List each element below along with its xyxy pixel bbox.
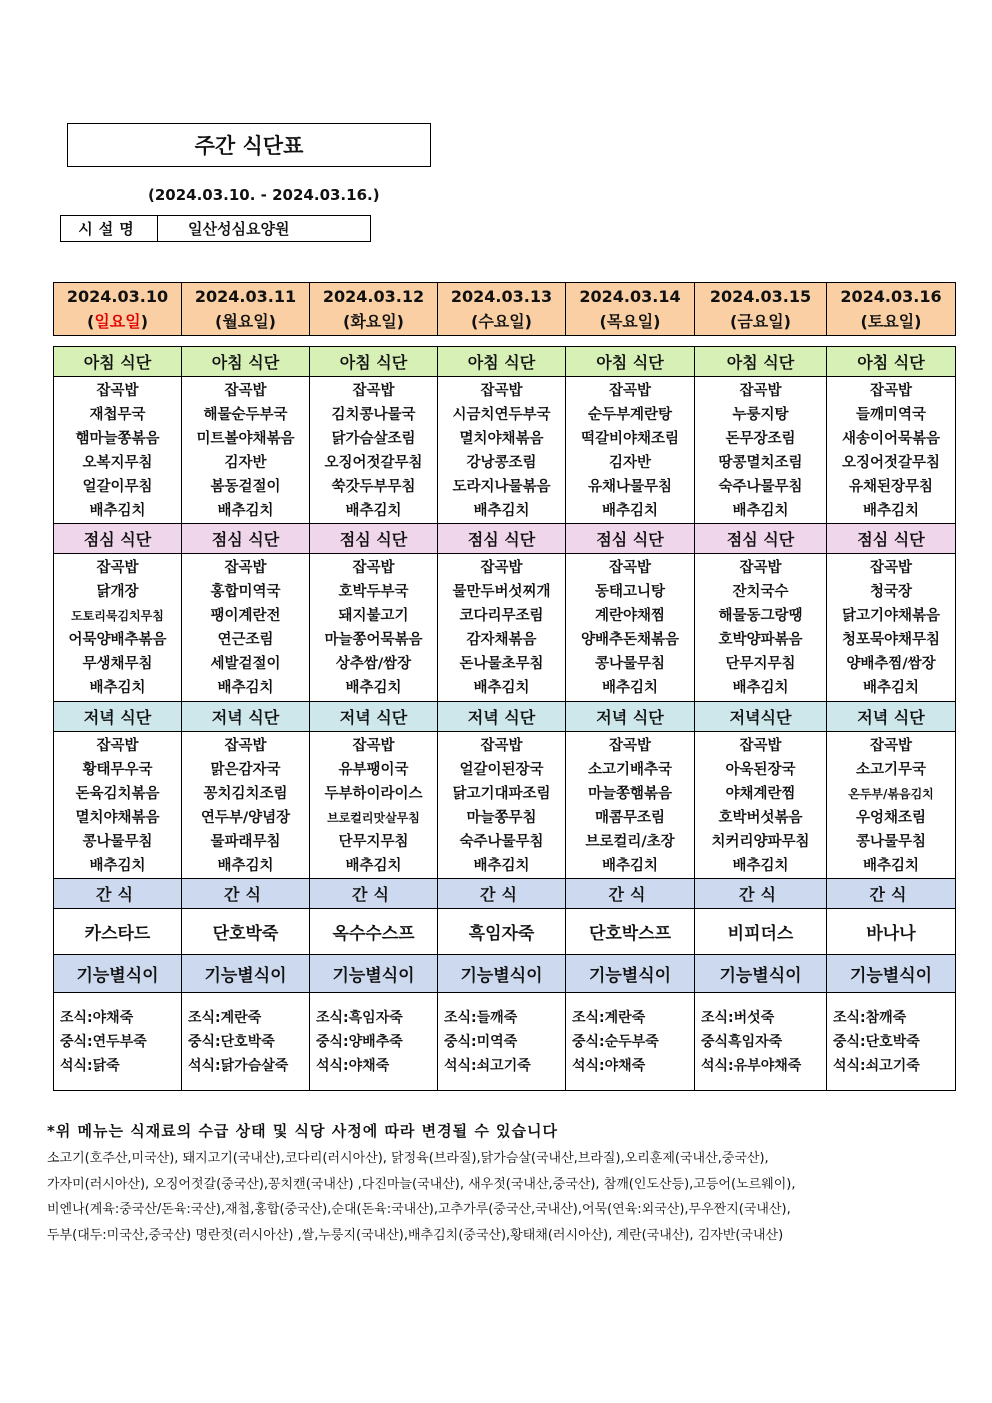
snack-header: 간식 xyxy=(827,879,956,909)
texture-diet-item: 조식:계란죽 xyxy=(188,1009,262,1026)
texture-diet-header: 기능별식이 xyxy=(310,955,438,993)
origin-line: 소고기(호주산,미국산), 돼지고기(국내산),코다리(러시아산), 닭정육(브라질),닭가슴살(국내산,브라질),오리훈제(국내산,중국산), xyxy=(47,1151,769,1166)
texture-diet-item: 석식:야채죽 xyxy=(572,1057,646,1074)
texture-diet-item: 조식:들깨죽 xyxy=(444,1009,518,1026)
day-weekday: (월요일) xyxy=(215,312,276,331)
texture-diet-cell xyxy=(182,993,310,1091)
lunch-menu-cell xyxy=(438,554,566,702)
menu-item: 오징어젓갈무침 xyxy=(324,455,423,471)
menu-item: 잡곡밥 xyxy=(96,560,139,576)
texture-diet-item: 조식:버섯죽 xyxy=(701,1009,775,1026)
menu-item: 온두부/볶음김치 xyxy=(848,787,934,801)
texture-diet-cell xyxy=(827,993,956,1091)
snack-item: 단호박스프 xyxy=(566,909,695,955)
weekly-menu-table xyxy=(53,346,956,1091)
dinner-header: 저녁 식단 xyxy=(54,702,182,732)
texture-diet-item: 중식:순두부죽 xyxy=(572,1033,659,1050)
menu-item: 청국장 xyxy=(869,584,913,600)
menu-item: 브로컬리/초장 xyxy=(585,834,675,850)
menu-period: (2024.03.10. - 2024.03.16.) xyxy=(148,186,380,204)
menu-item: 상추쌈/쌈장 xyxy=(335,656,412,672)
menu-item: 잡곡밥 xyxy=(608,738,652,754)
texture-diet-header-row xyxy=(54,955,956,993)
day-cell xyxy=(827,283,956,336)
menu-item: 잡곡밥 xyxy=(352,383,395,399)
menu-item: 단무지무침 xyxy=(725,656,796,672)
snack-items-row xyxy=(54,909,956,955)
day-date: 2024.03.10 xyxy=(66,287,169,306)
texture-diet-header: 기능별식이 xyxy=(54,955,182,993)
menu-item: 어묵양배추볶음 xyxy=(68,632,167,648)
weekday-paren-open: ( xyxy=(87,312,95,331)
origin-line: 두부(대두:미국산,중국산) 명란젓(러시아산) ,쌀,누룽지(국내산),배추김치(중국산),황태채(러시아산), 계란(국내산), 김자반(국내산) xyxy=(47,1227,784,1243)
menu-item: 배추김치 xyxy=(473,503,530,519)
menu-item: 재첩무국 xyxy=(89,407,146,423)
menu-item: 야채계란찜 xyxy=(725,786,796,802)
snack-item: 흑임자죽 xyxy=(438,909,566,955)
texture-diet-cell xyxy=(695,993,827,1091)
menu-item: 잡곡밥 xyxy=(352,738,395,754)
menu-item: 도라지나물볶음 xyxy=(452,479,551,495)
weekday-paren-close: ) xyxy=(140,312,148,331)
texture-diet-item: 중식흑임자죽 xyxy=(701,1033,783,1050)
day-date: 2024.03.13 xyxy=(450,287,553,306)
menu-item: 닭개장 xyxy=(96,584,139,600)
snack-header: 간식 xyxy=(566,879,695,909)
breakfast-header: 아침 식단 xyxy=(566,347,695,377)
menu-item: 배추김치 xyxy=(732,680,789,696)
day-weekday: (목요일) xyxy=(599,312,661,331)
menu-item: 배추김치 xyxy=(89,503,146,519)
dinner-menu-cell xyxy=(695,732,827,879)
weekday-sunday: 일요일 xyxy=(94,312,141,331)
dinner-menu-cell xyxy=(182,732,310,879)
lunch-menu-cell xyxy=(566,554,695,702)
menu-item: 닭고기야채볶음 xyxy=(841,608,941,624)
menu-item: 숙주나물무침 xyxy=(459,834,544,850)
menu-item: 잡곡밥 xyxy=(480,738,523,754)
texture-diet-header: 기능별식이 xyxy=(438,955,566,993)
breakfast-header: 아침 식단 xyxy=(54,347,182,377)
menu-item: 멸치야채볶음 xyxy=(459,431,544,447)
day-date: 2024.03.11 xyxy=(194,287,297,306)
menu-item: 물만두버섯찌개 xyxy=(452,584,551,600)
menu-item: 우엉채조림 xyxy=(855,810,927,826)
texture-diet-item: 석식:쇠고기죽 xyxy=(444,1057,531,1074)
breakfast-menu-cell xyxy=(827,377,956,524)
snack-header-row xyxy=(54,879,956,909)
texture-diet-item: 조식:참깨죽 xyxy=(833,1009,907,1026)
texture-diet-item: 석식:쇠고기죽 xyxy=(833,1057,920,1074)
day-weekday: (수요일) xyxy=(471,312,532,331)
lunch-items-row xyxy=(54,554,956,702)
day-weekday: (금요일) xyxy=(730,312,791,331)
menu-item: 숙주나물무침 xyxy=(718,479,803,495)
menu-item: 코다리무조림 xyxy=(459,608,544,624)
menu-item: 콩나물무침 xyxy=(82,834,153,850)
menu-item: 배추김치 xyxy=(862,503,920,519)
menu-item: 세발겉절이 xyxy=(210,656,281,672)
breakfast-menu-cell xyxy=(182,377,310,524)
breakfast-menu-cell xyxy=(54,377,182,524)
lunch-menu-cell xyxy=(54,554,182,702)
date-header-table xyxy=(53,282,956,336)
lunch-menu-cell xyxy=(827,554,956,702)
menu-item: 두부하이라이스 xyxy=(324,786,423,802)
menu-item: 잔치국수 xyxy=(732,584,789,600)
origin-info xyxy=(47,1146,967,1248)
menu-item: 잡곡밥 xyxy=(608,383,652,399)
snack-header: 간식 xyxy=(438,879,566,909)
texture-diet-item: 중식:연두부죽 xyxy=(60,1033,147,1050)
breakfast-items-row xyxy=(54,377,956,524)
date-row xyxy=(54,283,956,336)
menu-item: 김자반 xyxy=(224,455,267,471)
day-cell xyxy=(566,283,695,336)
menu-item: 돈나물초무침 xyxy=(459,656,544,672)
menu-item: 호박두부국 xyxy=(338,584,409,600)
snack-header: 간식 xyxy=(310,879,438,909)
snack-header: 간식 xyxy=(695,879,827,909)
menu-item: 감자채볶음 xyxy=(466,632,537,648)
menu-item: 호박버섯볶음 xyxy=(718,810,803,826)
origin-line: 비엔나(계육:중국산/돈육:국산),재첩,홍합(중국산),순대(돈육:국내산),고추가루(중국산,국내산),어묵(연육:외국산),무우짠지(국내산), xyxy=(47,1202,791,1217)
day-date: 2024.03.15 xyxy=(709,287,812,306)
menu-item: 배추김치 xyxy=(732,503,789,519)
page-title: 주간 식단표 xyxy=(67,123,431,167)
day-cell xyxy=(695,283,827,336)
menu-item: 배추김치 xyxy=(732,858,789,874)
menu-item: 치커리양파무침 xyxy=(711,834,810,850)
snack-header: 간식 xyxy=(54,879,182,909)
dinner-header: 저녁 식단 xyxy=(827,702,956,732)
menu-item: 유채나물무침 xyxy=(587,479,673,495)
menu-item: 김치콩나물국 xyxy=(331,407,416,423)
menu-item: 소고기배추국 xyxy=(587,762,673,778)
menu-item: 떡갈비야채조림 xyxy=(580,431,680,447)
menu-item: 배추김치 xyxy=(601,680,659,696)
lunch-header: 점심 식단 xyxy=(182,524,310,554)
menu-item: 순두부계란탕 xyxy=(587,407,673,423)
menu-item: 잡곡밥 xyxy=(96,738,139,754)
menu-item: 새송이어묵볶음 xyxy=(841,431,941,447)
menu-item: 강낭콩조림 xyxy=(466,455,537,471)
menu-item: 아욱된장국 xyxy=(725,762,796,778)
menu-item: 김자반 xyxy=(608,455,652,471)
dinner-menu-cell xyxy=(310,732,438,879)
texture-diet-item: 조식:흑임자죽 xyxy=(316,1009,403,1026)
texture-diet-item: 중식:단호박죽 xyxy=(188,1033,275,1050)
texture-diet-cell xyxy=(310,993,438,1091)
menu-item: 돈무장조림 xyxy=(725,431,796,447)
menu-item: 꽁치김치조림 xyxy=(203,786,288,802)
menu-item: 배추김치 xyxy=(345,858,402,874)
menu-item: 계란야채찜 xyxy=(594,608,666,624)
menu-item: 배추김치 xyxy=(345,503,402,519)
snack-item: 바나나 xyxy=(827,909,956,955)
menu-item: 땅콩멸치조림 xyxy=(718,455,803,471)
menu-item: 유채된장무침 xyxy=(848,479,934,495)
texture-diet-item: 석식:유부야채죽 xyxy=(701,1057,802,1074)
breakfast-header: 아침 식단 xyxy=(827,347,956,377)
menu-item: 잡곡밥 xyxy=(739,383,782,399)
texture-diet-item: 석식:닭가슴살죽 xyxy=(188,1057,289,1074)
day-weekday: (토요일) xyxy=(860,312,922,331)
breakfast-header: 아침 식단 xyxy=(695,347,827,377)
menu-item: 해물순두부국 xyxy=(203,407,288,423)
breakfast-header: 아침 식단 xyxy=(438,347,566,377)
menu-item: 얼갈이된장국 xyxy=(459,762,544,778)
day-cell xyxy=(182,283,310,336)
menu-item: 배추김치 xyxy=(601,858,659,874)
day-cell xyxy=(54,283,182,336)
origin-line: 가자미(러시아산), 오징어젓갈(중국산),꽁치캔(국내산) ,다진마늘(국내산), 새우젓(국내산,중국산), 참깨(인도산등),고등어(노르웨이), xyxy=(47,1176,796,1192)
menu-item: 맑은감자국 xyxy=(210,762,281,778)
day-cell xyxy=(310,283,438,336)
texture-diet-cell xyxy=(566,993,695,1091)
menu-change-note: *위 메뉴는 식재료의 수급 상태 및 식당 사정에 따라 변경될 수 있습니다 xyxy=(47,1122,559,1140)
menu-item: 시금치연두부국 xyxy=(452,407,551,423)
breakfast-header-row xyxy=(54,347,956,377)
menu-item: 브로컬리맛살무침 xyxy=(327,811,420,825)
menu-item: 닭고기대파조림 xyxy=(452,786,551,802)
lunch-menu-cell xyxy=(182,554,310,702)
breakfast-menu-cell xyxy=(438,377,566,524)
lunch-header: 점심 식단 xyxy=(438,524,566,554)
day-weekday: (화요일) xyxy=(343,312,404,331)
menu-item: 양배추돈채볶음 xyxy=(580,632,680,648)
dinner-header-row xyxy=(54,702,956,732)
menu-item: 콩나물무침 xyxy=(594,656,666,672)
breakfast-menu-cell xyxy=(310,377,438,524)
texture-diet-header: 기능별식이 xyxy=(695,955,827,993)
dinner-menu-cell xyxy=(438,732,566,879)
menu-item: 황태무우국 xyxy=(82,762,153,778)
texture-diet-items-row xyxy=(54,993,956,1091)
day-date: 2024.03.16 xyxy=(840,287,942,306)
menu-item: 단무지무침 xyxy=(338,834,409,850)
menu-item: 잡곡밥 xyxy=(608,560,652,576)
day-weekday xyxy=(54,309,181,334)
menu-item: 청포묵야채무침 xyxy=(841,632,941,648)
texture-diet-header: 기능별식이 xyxy=(827,955,956,993)
snack-item: 단호박죽 xyxy=(182,909,310,955)
day-cell xyxy=(438,283,566,336)
menu-item: 도토리묵김치무침 xyxy=(71,609,164,623)
menu-item: 잡곡밥 xyxy=(869,560,913,576)
dinner-header: 저녁식단 xyxy=(695,702,827,732)
menu-item: 잡곡밥 xyxy=(869,738,913,754)
breakfast-menu-cell xyxy=(695,377,827,524)
menu-item: 잡곡밥 xyxy=(739,560,782,576)
menu-item: 잡곡밥 xyxy=(480,383,523,399)
menu-item: 배추김치 xyxy=(601,503,659,519)
breakfast-header: 아침 식단 xyxy=(310,347,438,377)
dinner-header: 저녁 식단 xyxy=(438,702,566,732)
menu-item: 돈육김치볶음 xyxy=(75,786,160,802)
dinner-menu-cell xyxy=(827,732,956,879)
texture-diet-header: 기능별식이 xyxy=(566,955,695,993)
snack-item: 카스타드 xyxy=(54,909,182,955)
dinner-menu-cell xyxy=(566,732,695,879)
menu-item: 누룽지탕 xyxy=(732,407,789,423)
menu-item: 소고기무국 xyxy=(855,762,927,778)
texture-diet-item: 석식:야채죽 xyxy=(316,1057,390,1074)
menu-item: 마늘쫑햄볶음 xyxy=(587,786,673,802)
menu-item: 햄마늘쫑볶음 xyxy=(75,431,160,447)
menu-item: 잡곡밥 xyxy=(480,560,523,576)
menu-item: 배추김치 xyxy=(89,680,146,696)
day-date: 2024.03.14 xyxy=(579,287,681,306)
menu-item: 호박양파볶음 xyxy=(718,632,803,648)
menu-item: 잡곡밥 xyxy=(96,383,139,399)
menu-item: 무생채무침 xyxy=(82,656,153,672)
menu-item: 매콤무조림 xyxy=(594,810,666,826)
lunch-header: 점심 식단 xyxy=(827,524,956,554)
dinner-header: 저녁 식단 xyxy=(310,702,438,732)
menu-item: 해물동그랑땡 xyxy=(718,608,803,624)
menu-item: 배추김치 xyxy=(217,503,274,519)
facility-label: 시설명 xyxy=(61,216,158,241)
snack-item: 옥수수스프 xyxy=(310,909,438,955)
texture-diet-item: 중식:양배추죽 xyxy=(316,1033,403,1050)
menu-item: 콩나물무침 xyxy=(855,834,927,850)
menu-item: 마늘쫑무침 xyxy=(466,810,537,826)
dinner-header: 저녁 식단 xyxy=(566,702,695,732)
dinner-header: 저녁 식단 xyxy=(182,702,310,732)
menu-item: 홍합미역국 xyxy=(210,584,281,600)
dinner-items-row xyxy=(54,732,956,879)
lunch-header-row xyxy=(54,524,956,554)
snack-item: 비피더스 xyxy=(695,909,827,955)
snack-header: 간식 xyxy=(182,879,310,909)
menu-item: 닭가슴살조림 xyxy=(331,431,416,447)
breakfast-menu-cell xyxy=(566,377,695,524)
menu-item: 배추김치 xyxy=(473,858,530,874)
texture-diet-header: 기능별식이 xyxy=(182,955,310,993)
texture-diet-item: 조식:계란죽 xyxy=(572,1009,646,1026)
menu-item: 배추김치 xyxy=(217,680,274,696)
menu-item: 배추김치 xyxy=(89,858,146,874)
texture-diet-cell xyxy=(438,993,566,1091)
menu-item: 배추김치 xyxy=(862,858,920,874)
menu-item: 팽이계란전 xyxy=(210,608,281,624)
menu-item: 잡곡밥 xyxy=(352,560,395,576)
lunch-menu-cell xyxy=(695,554,827,702)
menu-item: 쑥갓두부무침 xyxy=(331,479,416,495)
menu-item: 잡곡밥 xyxy=(224,560,267,576)
texture-diet-item: 중식:미역죽 xyxy=(444,1033,518,1050)
texture-diet-item: 중식:단호박죽 xyxy=(833,1033,920,1050)
menu-item: 연두부/양념장 xyxy=(200,810,291,826)
menu-item: 얼갈이무침 xyxy=(82,479,153,495)
menu-item: 연근조림 xyxy=(217,632,274,648)
day-date: 2024.03.12 xyxy=(322,287,425,306)
dinner-menu-cell xyxy=(54,732,182,879)
menu-item: 유부팽이국 xyxy=(338,762,409,778)
lunch-header: 점심 식단 xyxy=(695,524,827,554)
menu-item: 잡곡밥 xyxy=(739,738,782,754)
menu-item: 잡곡밥 xyxy=(224,738,267,754)
menu-item: 들깨미역국 xyxy=(855,407,927,423)
menu-item: 배추김치 xyxy=(862,680,920,696)
menu-item: 잡곡밥 xyxy=(224,383,267,399)
menu-item: 물파래무침 xyxy=(210,834,281,850)
texture-diet-item: 석식:닭죽 xyxy=(60,1057,120,1074)
menu-item: 양배추찜/쌈장 xyxy=(846,656,936,672)
menu-item: 배추김치 xyxy=(345,680,402,696)
lunch-header: 점심 식단 xyxy=(566,524,695,554)
menu-item: 미트볼야채볶음 xyxy=(196,431,295,447)
menu-item: 배추김치 xyxy=(473,680,530,696)
menu-item: 봄동겉절이 xyxy=(210,479,281,495)
facility-name: 일산성심요양원 xyxy=(188,220,290,238)
lunch-header: 점심 식단 xyxy=(54,524,182,554)
menu-item: 배추김치 xyxy=(217,858,274,874)
menu-item: 잡곡밥 xyxy=(869,383,913,399)
menu-item: 마늘쫑어묵볶음 xyxy=(324,632,423,648)
texture-diet-item: 조식:야채죽 xyxy=(60,1009,134,1026)
menu-item: 돼지불고기 xyxy=(338,608,409,624)
texture-diet-cell xyxy=(54,993,182,1091)
breakfast-header: 아침 식단 xyxy=(182,347,310,377)
lunch-menu-cell xyxy=(310,554,438,702)
menu-item: 오징어젓갈무침 xyxy=(841,455,941,471)
menu-item: 오복지무침 xyxy=(82,455,153,471)
menu-item: 동태고니탕 xyxy=(594,584,666,600)
menu-item: 멸치야채볶음 xyxy=(75,810,160,826)
lunch-header: 점심 식단 xyxy=(310,524,438,554)
facility-box xyxy=(60,215,371,242)
